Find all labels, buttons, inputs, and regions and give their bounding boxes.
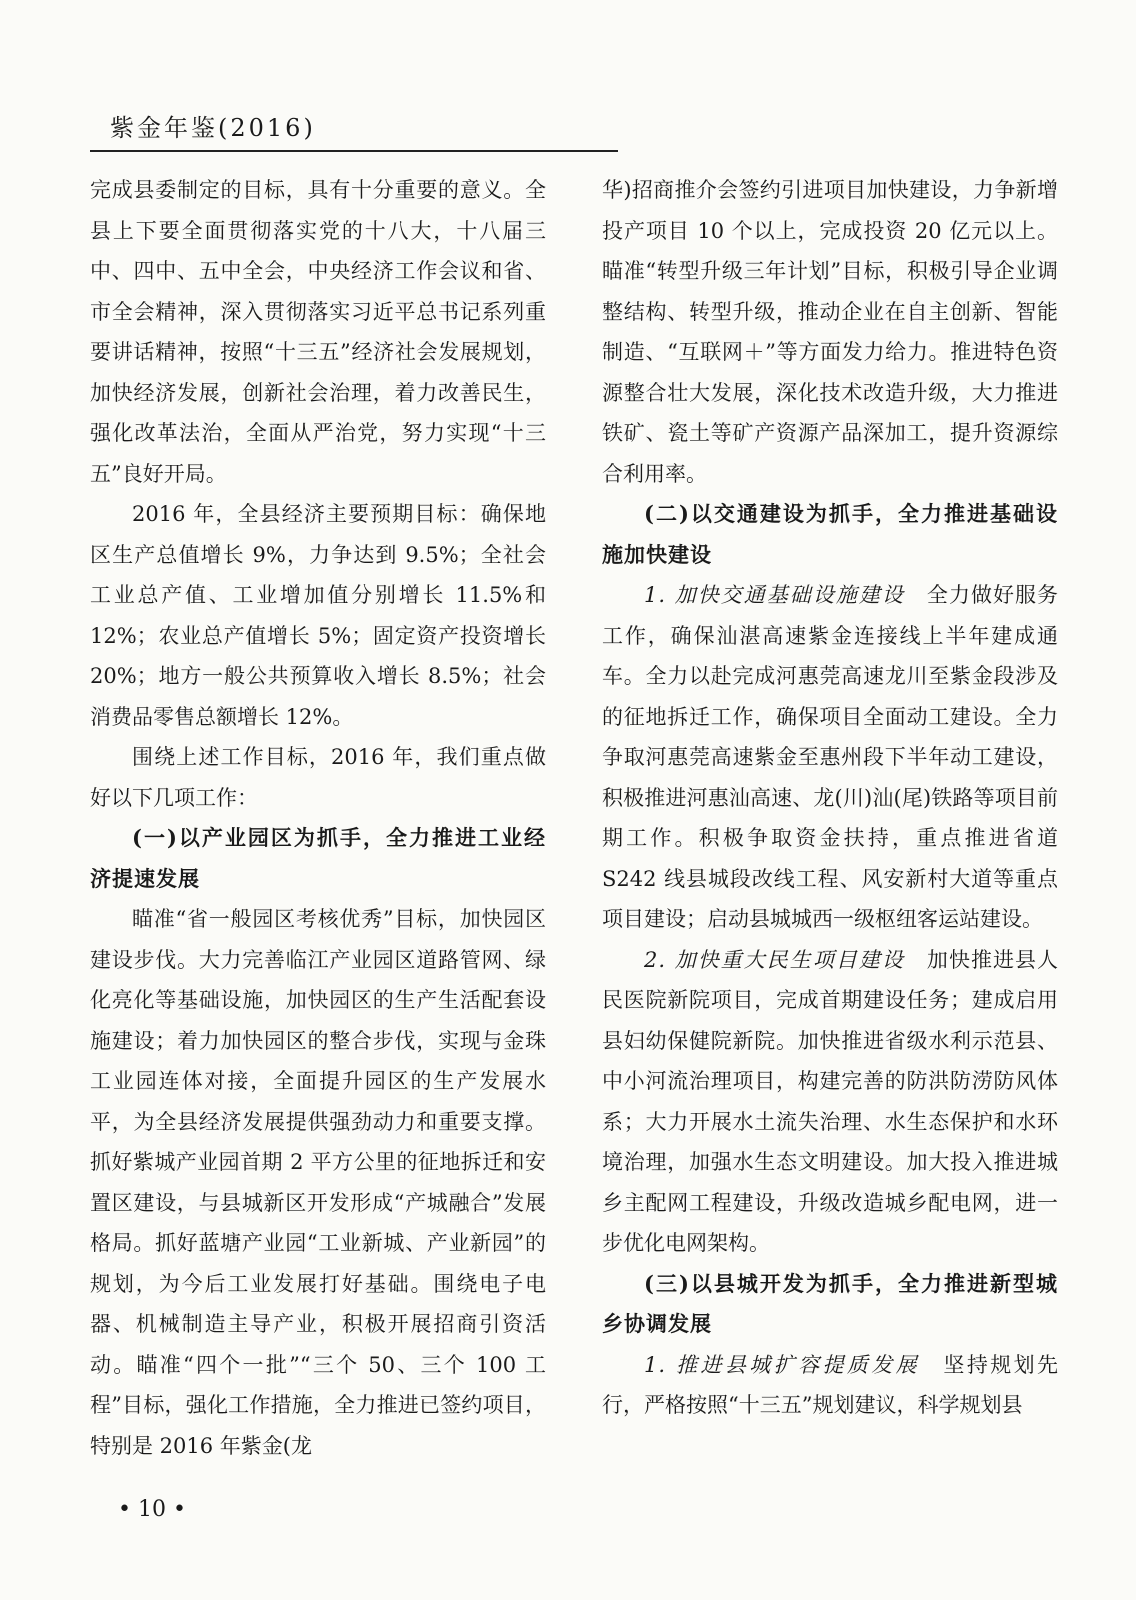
page-number: • 10 • <box>118 1497 186 1522</box>
section-heading-1: (一)以产业园区为抓手，全力推进工业经济提速发展 <box>90 825 546 891</box>
running-header: 紫金年鉴(2016) <box>110 114 316 142</box>
paragraph <box>602 1345 1058 1426</box>
section-heading-3: (三)以县城开发为抓手，全力推进新型城乡协调发展 <box>602 1270 1058 1336</box>
subsection-text: 全力做好服务工作，确保汕湛高速紫金连接线上半年建成通车。全力以赴完成河惠莞高速龙川至紫金段涉及的征地拆迁工作，确保项目全面动工建设。全力争取河惠莞高速紫金至惠州段下半年动工建设，积极推进河惠汕高速、龙(川)汕(尾)铁路等项目前期工作。积极争取资金扶持，重点推进省道 S242 线县城段改线工程、风安新村大道等重点项目建设；启动县城城西一级枢纽客运站建设。 <box>602 583 1059 931</box>
paragraph <box>602 575 1058 940</box>
paragraph: 华)招商推介会签约引进项目加快建设，力争新增投产项目 10 个以上，完成投资 20 亿元以上。瞄准“转型升级三年计划”目标，积极引导企业调整结构、转型升级，推动企业在自主创新、智能制造、“互联网＋”等方面发力给力。推进特色资源整合壮大发展，深化技术改造升级，大力推进铁矿、瓷土等矿产资源产品深加工，提升资源综合利用率。 <box>602 178 1058 486</box>
subsection-text: 加快推进县人民医院新院项目，完成首期建设任务；建成启用县妇幼保健院新院。加快推进省级水利示范县、中小河流治理项目，构建完善的防洪防涝防风体系；大力开展水土流失治理、水生态保护和水环境治理，加强水生态文明建设。加大投入推进城乡主配网工程建设，升级改造城乡配电网，进一步优化电网架构。 <box>602 947 1059 1255</box>
subsection-text: 坚持规划先行，严格按照“十三五”规划建议，科学规划县 <box>602 1352 1058 1417</box>
section-heading-2: (二)以交通建设为抓手，全力推进基础设施加快建设 <box>602 501 1058 567</box>
right-column <box>602 170 1058 1426</box>
paragraph: 瞄准“省一般园区考核优秀”目标，加快园区建设步伐。大力完善临江产业园区道路管网、绿化亮化等基础设施，加快园区的生产生活配套设施建设；着力加快园区的整合步伐，实现与金珠工业园连体对接，全面提升园区的生产发展水平，为全县经济发展提供强劲动力和重要支撑。抓好紫城产业园首期 2 平方公里的征地拆迁和安置区建设，与县城新区开发形成“产城融合”发展格局。抓好蓝塘产业园“工业新城、产业新园”的规划，为今后工业发展打好基础。围绕电子电器、机械制造主导产业，积极开展招商引资活动。瞄准“四个一批”“三个 50、三个 100 工程”目标，强化工作措施，全力推进已签约项目，特别是 2016 年紫金(龙 <box>90 907 546 1458</box>
paragraph: 2016 年，全县经济主要预期目标：确保地区生产总值增长 9%，力争达到 9.5%；全社会工业总产值、工业增加值分别增长 11.5%和12%；农业总产值增长 5%；固定资产投资增长 20%；地方一般公共预算收入增长 8.5%；社会消费品零售总额增长 12%。 <box>90 502 546 729</box>
subsection-title: 1. 加快交通基础设施建设 <box>644 583 905 607</box>
paragraph: 围绕上述工作目标，2016 年，我们重点做好以下几项工作： <box>90 745 546 810</box>
paragraph <box>602 940 1058 1264</box>
left-column <box>90 170 546 1466</box>
paragraph: 完成县委制定的目标，具有十分重要的意义。全县上下要全面贯彻落实党的十八大，十八届三中、四中、五中全会，中央经济工作会议和省、市全会精神，深入贯彻落实习近平总书记系列重要讲话精神，按照“十三五”经济社会发展规划，加快经济发展，创新社会治理，着力改善民生，强化改革法治，全面从严治党，努力实现“十三五”良好开局。 <box>90 178 546 486</box>
header-rule <box>90 150 618 152</box>
subsection-title: 2. 加快重大民生项目建设 <box>644 947 905 972</box>
subsection-title: 1. 推进县城扩容提质发展 <box>644 1352 921 1377</box>
